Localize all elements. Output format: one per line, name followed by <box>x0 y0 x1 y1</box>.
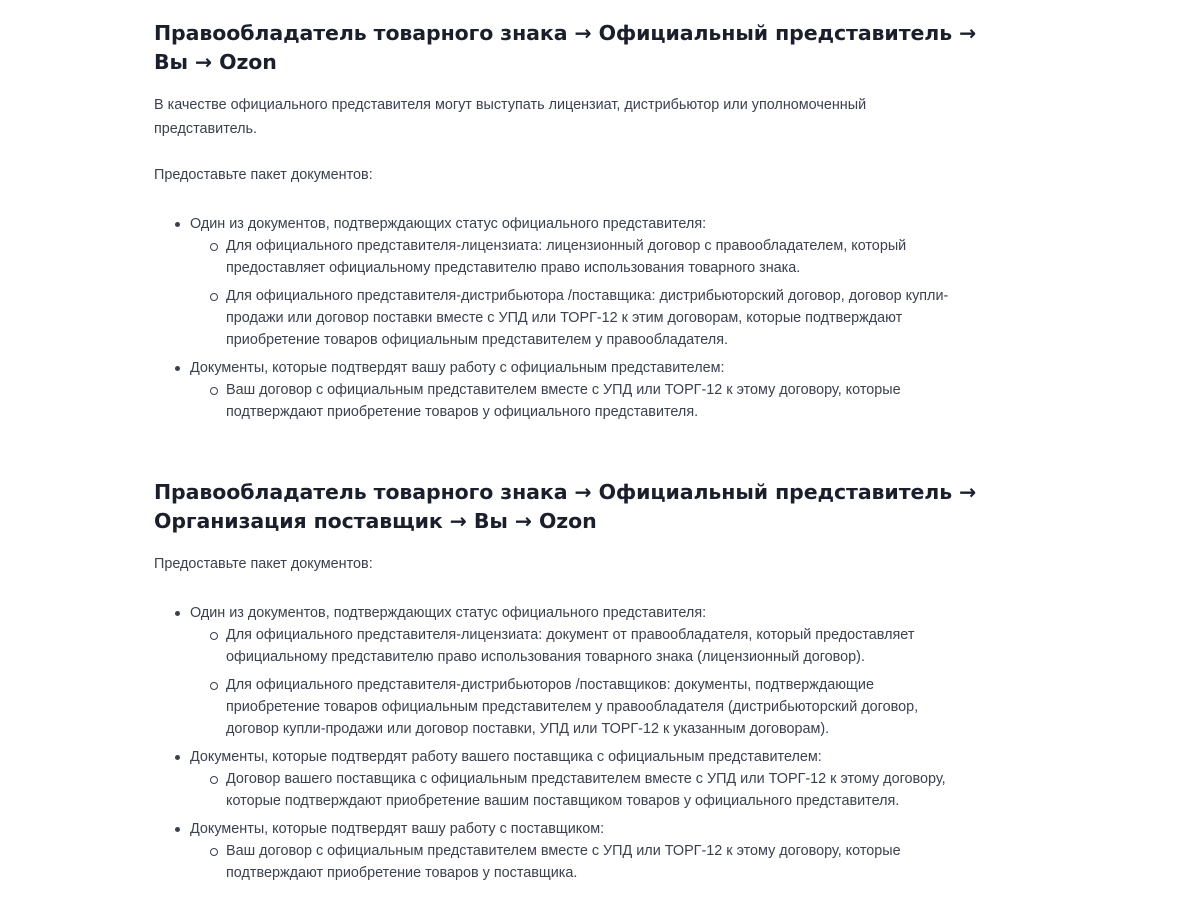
sub-list <box>190 624 1024 740</box>
sub-list-item <box>190 624 1024 668</box>
sub-item-line: которые подтверждают приобретение вашим поставщиком товаров у официального представителя. <box>226 793 900 809</box>
sub-item-line: Для официального представителя-дистрибьюторов /поставщиков: документы, подтверждающие <box>226 677 874 693</box>
list-item <box>154 357 1024 423</box>
sub-list-item <box>190 285 1024 351</box>
sub-item-line: подтверждают приобретение товаров у официального представителя. <box>226 404 699 420</box>
sub-item-line: Ваш договор с официальным представителем вместе с УПД или ТОРГ-12 к этому договору, которые <box>226 843 901 859</box>
section-rightholder-representative-supplier-you <box>154 478 1024 884</box>
sub-list <box>190 235 1024 351</box>
intro-paragraph <box>154 93 1024 141</box>
provide-docs-text: Предоставьте пакет документов: <box>154 167 373 183</box>
provide-docs-text: Предоставьте пакет документов: <box>154 556 373 572</box>
sub-item-line: приобретение товаров официальным представителем у правообладателя (дистрибьюторский договор, <box>226 699 919 715</box>
section-title-text: Правообладатель товарного знака → Официальный представитель → Вы → Ozon <box>154 21 977 74</box>
sub-item-line: официальному представителю право использования товарного знака (лицензионный договор). <box>226 649 865 665</box>
sub-item-line: Для официального представителя-лицензиата: документ от правообладателя, который предоставляет <box>226 627 915 643</box>
list-item-label: Один из документов, подтверждающих статус официального представителя: <box>190 605 707 621</box>
sub-list-item <box>190 840 1024 884</box>
documents-list <box>154 213 1024 423</box>
sub-item-line: Ваш договор с официальным представителем вместе с УПД или ТОРГ-12 к этому договору, которые <box>226 382 901 398</box>
sub-list <box>190 768 1024 812</box>
documents-list <box>154 602 1024 884</box>
sub-list-item <box>190 235 1024 279</box>
sub-list <box>190 379 1024 423</box>
section-title-line: Организация поставщик → Вы → Ozon <box>154 508 597 533</box>
list-item-label: Документы, которые подтвердят работу вашего поставщика с официальным представителем: <box>190 749 822 765</box>
section-title-line: Правообладатель товарного знака → Официальный представитель → <box>154 480 977 504</box>
sub-list <box>190 840 1024 884</box>
list-item <box>154 818 1024 884</box>
list-item-label: Документы, которые подтвердят вашу работу с поставщиком: <box>190 821 605 837</box>
sub-list-item <box>190 674 1024 740</box>
intro-line: представитель. <box>154 121 258 137</box>
sub-item-line: предоставляет официальному представителю право использования товарного знака. <box>226 260 801 276</box>
section-title <box>154 19 1014 76</box>
list-item-label: Документы, которые подтвердят вашу работу с официальным представителем: <box>190 360 725 376</box>
sub-list-item <box>190 379 1024 423</box>
sub-item-line: Для официального представителя-лицензиата: лицензионный договор с правообладателем, который <box>226 238 907 254</box>
section-title <box>154 478 1024 535</box>
section-rightholder-representative-you <box>154 19 1024 423</box>
list-item <box>154 746 1024 812</box>
sub-item-line: продажи или договор поставки вместе с УПД или ТОРГ-12 к этим договорам, которые подтверждают <box>226 310 903 326</box>
sub-item-line: Договор вашего поставщика с официальным представителем вместе с УПД или ТОРГ-12 к этому договору, <box>226 771 946 787</box>
sub-item-line: Для официального представителя-дистрибьютора /поставщика: дистрибьюторский договор, договор купли- <box>226 288 949 304</box>
list-item <box>154 213 1024 351</box>
intro-line: В качестве официального представителя могут выступать лицензиат, дистрибьютор или уполномоченный <box>154 97 867 113</box>
sub-item-line: приобретение товаров официальным представителем у правообладателя. <box>226 332 728 348</box>
sub-list-item <box>190 768 1024 812</box>
list-item <box>154 602 1024 740</box>
sub-item-line: договор купли-продажи или договор поставки, УПД или ТОРГ-12 к указанным договорам). <box>226 721 830 737</box>
list-item-label: Один из документов, подтверждающих статус официального представителя: <box>190 216 707 232</box>
sub-item-line: подтверждают приобретение товаров у поставщика. <box>226 865 578 881</box>
